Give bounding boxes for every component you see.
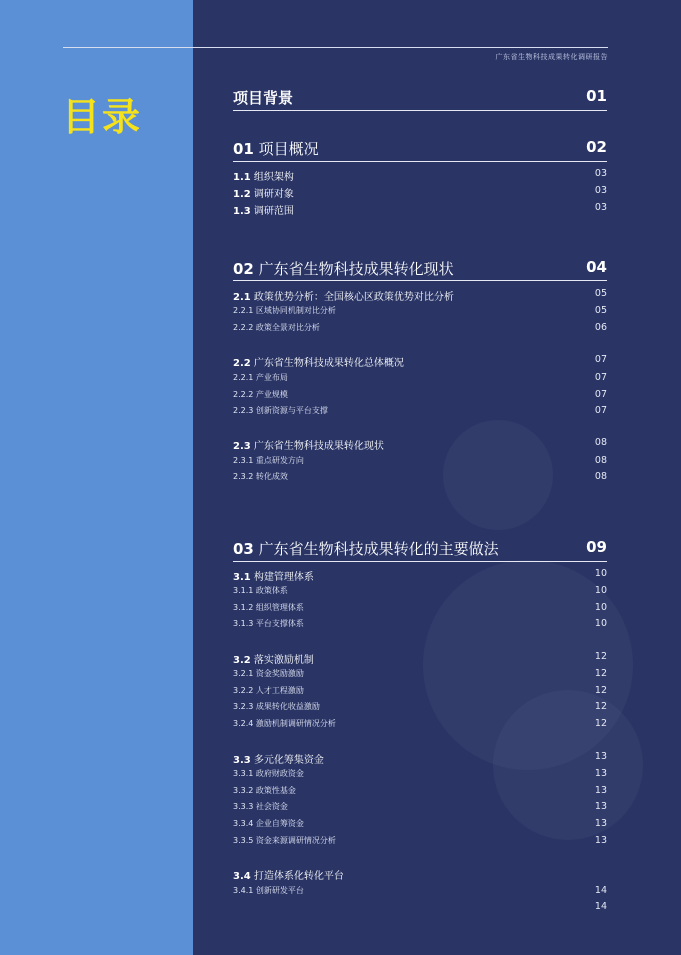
- page-number: 13: [594, 768, 607, 779]
- toc-entry-label: [233, 669, 304, 678]
- page-number: 05: [594, 305, 607, 316]
- page-number: 06: [594, 322, 607, 333]
- page-number: 10: [594, 585, 607, 596]
- section-title: 2.2.1 产业布局: [233, 373, 288, 382]
- toc-entry-label: [233, 189, 294, 200]
- section-title: 多元化筹集资金: [250, 755, 324, 766]
- toc-entry-h2[interactable]: [233, 185, 607, 200]
- toc-entry-h2[interactable]: [233, 568, 607, 583]
- section-title: 2.2.2 产业规模: [233, 390, 288, 399]
- toc-entry-label: [233, 886, 304, 895]
- toc-entry-label: [233, 572, 314, 583]
- page-number: 13: [594, 785, 607, 796]
- toc-entry-h2[interactable]: [233, 751, 607, 766]
- page-number: 13: [594, 751, 607, 762]
- toc-entry-label: [233, 769, 304, 778]
- page-number: 14: [594, 901, 607, 912]
- toc-entry-label: [233, 603, 304, 612]
- toc-entry-h3[interactable]: [233, 668, 607, 679]
- toc-entry-label: [233, 323, 320, 332]
- section-title: 项目背景: [233, 89, 294, 107]
- toc-entry-h1[interactable]: [233, 538, 607, 559]
- toc-entry-h3[interactable]: [233, 685, 607, 696]
- page-number: 05: [594, 288, 607, 299]
- page-number: 13: [594, 801, 607, 812]
- section-title: 广东省生物科技成果转化现状: [250, 441, 384, 452]
- page-number: 13: [594, 818, 607, 829]
- section-rule: [233, 161, 607, 162]
- toc-entry-h3[interactable]: [233, 602, 607, 613]
- toc-entry-h2[interactable]: [233, 437, 607, 452]
- toc-entry-label: [233, 260, 454, 278]
- section-number: 1.2: [233, 189, 251, 200]
- page-number: 04: [586, 258, 607, 276]
- toc-entry-h2[interactable]: [233, 288, 607, 303]
- section-title: 广东省生物科技成果转化的主要做法: [253, 540, 499, 558]
- page-number: 12: [594, 718, 607, 729]
- section-number: 1.1: [233, 172, 251, 183]
- section-number: 2.2: [233, 358, 251, 369]
- page-number: 10: [594, 618, 607, 629]
- toc-entry-h2[interactable]: [233, 354, 607, 369]
- toc-entry-label: [233, 686, 304, 695]
- page-number: 08: [594, 437, 607, 448]
- page-number: 07: [594, 354, 607, 365]
- section-number: 2.3: [233, 441, 251, 452]
- toc-entry-h3[interactable]: [233, 372, 607, 383]
- section-title: 打造体系化转化平台: [250, 871, 344, 882]
- section-title: 3.3.2 政策性基金: [233, 786, 296, 795]
- toc-entry-label: [233, 292, 454, 303]
- section-number: 3.2: [233, 655, 251, 666]
- toc-entry-label: [233, 89, 293, 107]
- section-title: 调研范围: [250, 206, 294, 217]
- toc-entry-h2[interactable]: [233, 168, 607, 183]
- toc-entry-h3[interactable]: [233, 835, 607, 846]
- section-title: 组织架构: [250, 172, 294, 183]
- section-number: 3.3: [233, 755, 251, 766]
- page-number: 08: [594, 471, 607, 482]
- section-title: 2.3.1 重点研发方向: [233, 456, 304, 465]
- toc-entry-h3[interactable]: [233, 305, 607, 316]
- page-number: 03: [594, 168, 607, 179]
- section-title: 3.4.1 创新研发平台: [233, 886, 304, 895]
- toc-entry-label: [233, 540, 499, 558]
- section-title: 3.3.3 社会资金: [233, 802, 288, 811]
- section-title: 3.2.3 成果转化收益激励: [233, 702, 320, 711]
- report-title: 广东省生物科技成果转化调研报告: [495, 53, 608, 61]
- page-number: 03: [594, 185, 607, 196]
- toc-entry-label: [233, 206, 294, 217]
- section-title: 2.3.2 转化成效: [233, 472, 288, 481]
- section-title: 2.2.3 创新资源与平台支撑: [233, 406, 328, 415]
- section-title: 3.1.3 平台支撑体系: [233, 619, 304, 628]
- toc-heading: 目录: [62, 95, 143, 139]
- toc-entry-h3[interactable]: [233, 818, 607, 829]
- section-title: 落实激励机制: [250, 655, 314, 666]
- toc-entry-label: [233, 819, 304, 828]
- section-title: 3.2.2 人才工程激励: [233, 686, 304, 695]
- toc-entry-h1[interactable]: [233, 258, 607, 279]
- toc-entry-label: [233, 702, 320, 711]
- section-title: 2.2.1 区域协同机制对比分析: [233, 306, 336, 315]
- section-title: 3.3.4 企业自筹资金: [233, 819, 304, 828]
- page-number: 10: [594, 568, 607, 579]
- toc-entry-label: [233, 586, 288, 595]
- toc-entry-h0[interactable]: [233, 87, 607, 108]
- toc-entry-label: [233, 456, 304, 465]
- page-number: 07: [594, 372, 607, 383]
- section-title: 构建管理体系: [250, 572, 314, 583]
- page-number: 12: [594, 701, 607, 712]
- page-number: 12: [594, 651, 607, 662]
- page-number: 02: [586, 138, 607, 156]
- page-number: 07: [594, 405, 607, 416]
- section-number: 2.1: [233, 292, 251, 303]
- section-number: 03: [233, 540, 254, 558]
- toc-entry-label: [233, 306, 336, 315]
- toc-entry-h2[interactable]: [233, 651, 607, 666]
- page-number: 01: [586, 87, 607, 105]
- section-title: 政策优势分析：全国核心区政策优势对比分析: [250, 292, 454, 303]
- toc-entry-label: [233, 140, 319, 158]
- toc-entry-h2[interactable]: [233, 867, 607, 882]
- toc-entry-label: [233, 836, 336, 845]
- toc-entry-h3[interactable]: [233, 405, 607, 416]
- page-number: 07: [594, 389, 607, 400]
- section-title: 3.3.5 资金来源调研情况分析: [233, 836, 336, 845]
- toc-entry-label: [233, 786, 296, 795]
- toc-entry-label: [233, 172, 294, 183]
- section-number: 02: [233, 260, 254, 278]
- toc-entry-label: [233, 358, 404, 369]
- toc-entry-h3[interactable]: [233, 785, 607, 796]
- toc-entry-label: [233, 719, 336, 728]
- toc-entry-h3[interactable]: [233, 801, 607, 812]
- section-number: 01: [233, 140, 254, 158]
- section-number: 3.4: [233, 871, 251, 882]
- page-number: 12: [594, 668, 607, 679]
- toc-entry-h3[interactable]: [233, 389, 607, 400]
- section-title: 广东省生物科技成果转化现状: [253, 260, 454, 278]
- toc-entry-h3[interactable]: [233, 322, 607, 333]
- section-rule: [233, 110, 607, 111]
- toc-entry-h1[interactable]: [233, 138, 607, 159]
- section-title: 3.2.4 激励机制调研情况分析: [233, 719, 336, 728]
- page-number: 08: [594, 455, 607, 466]
- page-number: 13: [594, 835, 607, 846]
- toc-entry-label: [233, 802, 288, 811]
- page-number: 09: [586, 538, 607, 556]
- section-title: 3.2.1 资金奖励激励: [233, 669, 304, 678]
- section-rule: [233, 561, 607, 562]
- toc-entry-h3[interactable]: [233, 455, 607, 466]
- section-title: 3.1.1 政策体系: [233, 586, 288, 595]
- toc-entry-label: [233, 390, 288, 399]
- page-number: 12: [594, 685, 607, 696]
- header-rule: [63, 47, 608, 48]
- section-number: 3.1: [233, 572, 251, 583]
- toc-entry-h3[interactable]: [233, 885, 607, 896]
- toc-entry-label: [233, 373, 288, 382]
- toc-entry-label: [233, 619, 304, 628]
- left-color-panel: [0, 0, 193, 955]
- page-number: 10: [594, 602, 607, 613]
- page-number: 03: [594, 202, 607, 213]
- section-rule: [233, 280, 607, 281]
- toc-entry-h3[interactable]: [233, 768, 607, 779]
- page-number: 14: [594, 885, 607, 896]
- toc-entry-h3[interactable]: [233, 585, 607, 596]
- toc-entry-h3[interactable]: [233, 618, 607, 629]
- toc-entry-label: [233, 441, 384, 452]
- toc-entry-label: [233, 655, 314, 666]
- section-title: 2.2.2 政策全景对比分析: [233, 323, 320, 332]
- toc-entry-label: [233, 755, 324, 766]
- section-title: 调研对象: [250, 189, 294, 200]
- toc-entry-h3[interactable]: [233, 471, 607, 482]
- section-title: 广东省生物科技成果转化总体概况: [250, 358, 404, 369]
- section-title: 项目概况: [253, 140, 319, 158]
- section-title: 3.3.1 政府财政资金: [233, 769, 304, 778]
- toc-entry-h3[interactable]: [233, 718, 607, 729]
- toc-entry-label: [233, 406, 328, 415]
- section-title: 3.1.2 组织管理体系: [233, 603, 304, 612]
- section-number: 1.3: [233, 206, 251, 217]
- toc-entry-h3[interactable]: [233, 701, 607, 712]
- toc-entry-h2[interactable]: [233, 202, 607, 217]
- toc-entry-label: [233, 871, 344, 882]
- toc-entry-label: [233, 472, 288, 481]
